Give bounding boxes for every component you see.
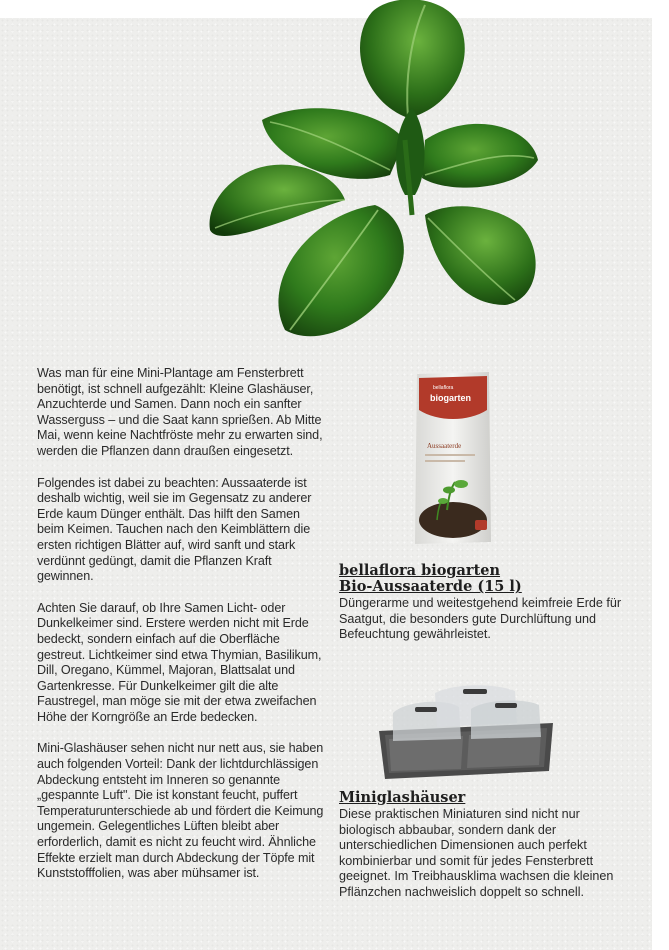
- mini-greenhouse-image: [375, 683, 557, 781]
- basil-leaves-image: [200, 0, 550, 345]
- product-title-miniglashaeuser: Miniglashäuser: [339, 789, 466, 806]
- article-body: [37, 366, 327, 898]
- product-title-line1: bellaflora biogarten: [339, 562, 501, 579]
- product-desc-miniglashaeuser: Diese praktischen Miniaturen sind nicht nur biologisch abbaubar, sondern dank der unterschiedlichen Dimensionen auch perfekt kombinierbar und somit für jedes Fensterbrett geeignet. Im Treibhausklima wachsen die kleinen Pflänzchen nachweislich doppelt so schnell.: [339, 807, 614, 899]
- product-title-aussaaterde: [339, 563, 639, 595]
- paragraph-glashaeuser: Mini-Glashäuser sehen nicht nur nett aus, sie haben auch folgenden Vorteil: Dank der lichtdurchlässigen Abdeckung entsteht im Inneren so genannte „gespannte Luft". Die ist konstant feucht, puffert Temperaturunterschiede ab und fördert die Keimung ungemein. Gelegentliches Lüften bleibt aber erforderlich, damit es nicht zu feucht wird. Ähnliche Effekte erzielt man durch Abdeckung der Töpfe mit Kunststofffolien, was aber mühsamer ist.: [37, 741, 324, 881]
- paragraph-lichtkeimer: Achten Sie darauf, ob Ihre Samen Licht- oder Dunkelkeimer sind. Erstere werden nicht mit Erde bedeckt, sondern einfach auf die Oberfläche gestreut. Lichtkeimer sind etwa Thymian, Basilikum, Dill, Oregano, Kümmel, Majoran, Blattsalat und Gartenkresse. Für Dunkelkeimer gilt die alte Faustregel, man möge sie mit der etwa zweifachen Höhe der Korngröße an Erde bedecken.: [37, 600, 322, 724]
- paragraph-aussaaterde: Folgendes ist dabei zu beachten: Aussaaterde ist deshalb wichtig, weil sie im Gegensatz zu anderer Erde kaum Dünger enthält. Das hilft den Samen beim Keimen. Tauchen nach den Keimblättern die ersten richtigen Blätter auf, wird sanft und stark verdünnt gedüngt, damit die Pflanzen Kraft gewinnen.: [37, 475, 312, 584]
- product-title-line2: Bio-Aussaaterde (15 l): [339, 578, 522, 595]
- bag-product-label: Aussaaterde: [427, 442, 462, 450]
- paragraph-intro: Was man für eine Mini-Plantage am Fensterbrett benötigt, ist schnell aufgezählt: Kleine Glashäuser, Anzuchterde und Samen. Dann noch ein sanfter Wasserguss – und die Saat kann sprießen. Ab Mitte Mai, wenn keine Nachtfröste mehr zu erwarten sind, werden die Pflanzen dann draußen eingesetzt.: [37, 366, 323, 458]
- soil-bag-image: [413, 370, 493, 545]
- bag-line-label: biogarten: [430, 393, 472, 403]
- product-desc-aussaaterde: Düngerarme und weitestgehend keimfreie Erde für Saatgut, die besonders gute Durchlüftung und Befeuchtung gewährleistet.: [339, 596, 622, 642]
- bag-brand-label: bellaflora: [433, 385, 454, 391]
